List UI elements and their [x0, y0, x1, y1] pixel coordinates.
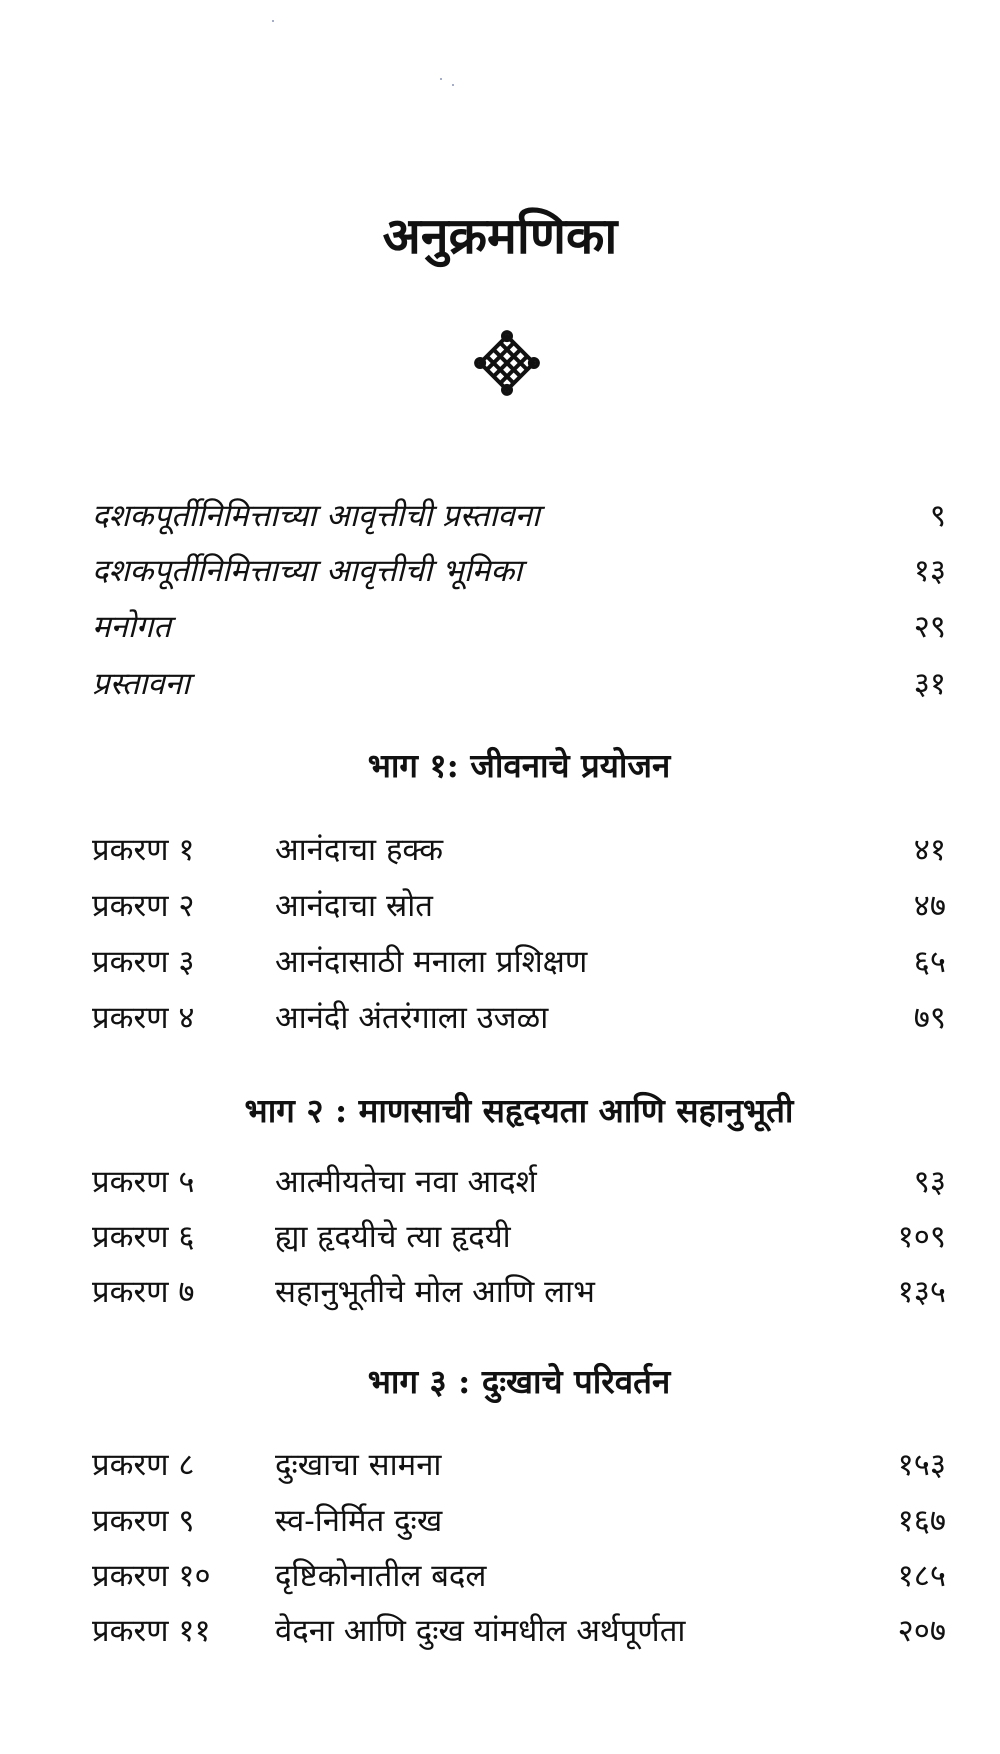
entry-title: दशकपूर्तीनिमित्ताच्या आवृत्तीची प्रस्तावना: [92, 498, 540, 534]
chapter-entry: [92, 938, 946, 986]
entry-page-number: ९३: [913, 1164, 946, 1200]
chapter-entry: [92, 1607, 946, 1655]
entry-page-number: ३१: [913, 666, 946, 702]
scan-speck: [452, 84, 454, 86]
front-matter-entry: [92, 547, 946, 595]
chapter-entry: [92, 1552, 946, 1600]
entry-page-number: ४१: [913, 832, 946, 868]
entry-page-number: ६५: [913, 944, 946, 980]
chapter-number: प्रकरण ७: [92, 1274, 195, 1310]
front-matter-entry: [92, 660, 946, 708]
scan-speck: [440, 78, 442, 80]
chapter-number: प्रकरण ६: [92, 1219, 195, 1255]
chapter-title: आनंदाचा स्रोत: [275, 888, 433, 924]
chapter-title: आनंदासाठी मनाला प्रशिक्षण: [275, 944, 588, 980]
chapter-title: वेदना आणि दुःख यांमधील अर्थपूर्णता: [275, 1613, 686, 1649]
chapter-number: प्रकरण १०: [92, 1558, 211, 1594]
chapter-number: प्रकरण ८: [92, 1447, 195, 1483]
chapter-entry: [92, 1268, 946, 1316]
front-matter-entry: [92, 492, 946, 540]
scan-speck: [272, 20, 274, 22]
entry-page-number: ४७: [913, 888, 946, 924]
entry-page-number: १८५: [897, 1558, 946, 1594]
part-heading: भाग ३ : दुःखाचे परिवर्तन: [367, 1362, 671, 1401]
chapter-entry: [92, 1441, 946, 1489]
chapter-title: आनंदी अंतरंगाला उजळा: [275, 1000, 549, 1036]
chapter-title: स्व-निर्मित दुःख: [275, 1503, 443, 1539]
entry-page-number: ९: [929, 498, 946, 534]
entry-page-number: २९: [913, 609, 946, 645]
chapter-title: सहानुभूतीचे मोल आणि लाभ: [275, 1274, 595, 1310]
entry-page-number: ७९: [913, 1000, 946, 1036]
entry-page-number: १३: [913, 553, 946, 589]
chapter-number: प्रकरण ३: [92, 944, 195, 980]
chapter-number: प्रकरण १: [92, 832, 195, 868]
chapter-number: प्रकरण ४: [92, 1000, 195, 1036]
chapter-number: प्रकरण २: [92, 888, 195, 924]
chapter-title: ह्या हृदयीचे त्या हृदयी: [275, 1219, 511, 1255]
chapter-entry: [92, 1158, 946, 1206]
chapter-number: प्रकरण ९: [92, 1503, 195, 1539]
chapter-number: प्रकरण ११: [92, 1613, 211, 1649]
entry-title: प्रस्तावना: [92, 666, 190, 702]
chapter-title: आत्मीयतेचा नवा आदर्श: [275, 1164, 537, 1200]
chapter-number: प्रकरण ५: [92, 1164, 195, 1200]
chapter-entry: [92, 826, 946, 874]
entry-page-number: १६७: [897, 1503, 946, 1539]
entry-title: दशकपूर्तीनिमित्ताच्या आवृत्तीची भूमिका: [92, 553, 523, 589]
part-heading: भाग २ : माणसाची सहृदयता आणि सहानुभूती: [244, 1091, 794, 1130]
front-matter-entry: [92, 603, 946, 651]
chapter-title: आनंदाचा हक्क: [275, 832, 444, 868]
chapter-title: दृष्टिकोनातील बदल: [275, 1558, 487, 1594]
chapter-title: दुःखाचा सामना: [275, 1447, 442, 1483]
endless-knot-icon: [474, 330, 540, 396]
entry-title: मनोगत: [92, 609, 171, 645]
chapter-entry: [92, 882, 946, 930]
chapter-entry: [92, 1213, 946, 1261]
entry-page-number: १३५: [897, 1274, 946, 1310]
page-title: अनुक्रमणिका: [382, 206, 618, 265]
part-heading: भाग १: जीवनाचे प्रयोजन: [367, 746, 671, 785]
chapter-entry: [92, 994, 946, 1042]
entry-page-number: १५३: [897, 1447, 946, 1483]
entry-page-number: १०९: [897, 1219, 946, 1255]
chapter-entry: [92, 1497, 946, 1545]
entry-page-number: २०७: [897, 1613, 946, 1649]
